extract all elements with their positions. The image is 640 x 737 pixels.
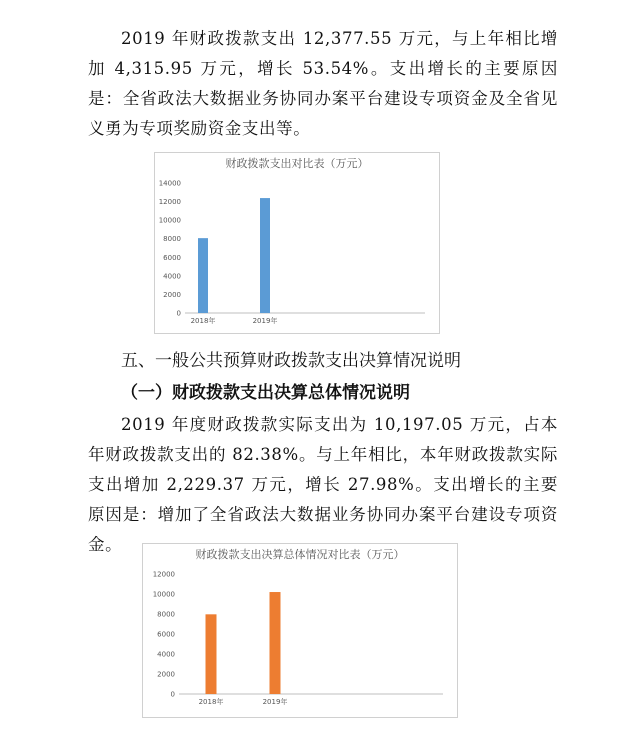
y-tick-label: 2000 <box>163 290 181 299</box>
x-tick-label: 2019年 <box>252 317 278 325</box>
bar-2018 <box>198 238 208 313</box>
y-tick-label: 4000 <box>157 650 175 659</box>
y-tick-label: 10000 <box>158 216 181 225</box>
chart-title: 财政拨款支出对比表（万元） <box>225 157 369 170</box>
chart-expenditure-comparison <box>154 152 440 334</box>
y-tick-label: 0 <box>170 690 175 699</box>
chart-final-account-comparison <box>142 543 458 718</box>
y-tick-label: 14000 <box>158 179 181 188</box>
paragraph-expenditure-summary-text: 2019 年财政拨款支出 12,377.55 万元，与上年相比增加 4,315.95 万元，增长 53.54%。支出增长的主要原因是：全省政法大数据业务协同办案平台建设专项资金及全省见义勇为专项奖励资金支出等。 <box>88 29 558 138</box>
y-tick-label: 0 <box>176 309 181 318</box>
paragraph-actual-expenditure <box>88 410 558 560</box>
x-tick-label: 2018年 <box>198 698 224 706</box>
chart-expenditure-comparison-svg <box>155 153 439 333</box>
y-tick-label: 6000 <box>163 253 181 262</box>
paragraph-actual-expenditure-text: 2019 年度财政拨款实际支出为 10,197.05 万元，占本年财政拨款支出的 82.38%。与上年相比，本年财政拨款实际支出增加 2,229.37 万元，增长 27.98%。支出增长的主要原因是：增加了全省政法大数据业务协同办案平台建设专项资金。 <box>88 415 558 554</box>
y-tick-label: 12000 <box>158 198 181 207</box>
y-tick-label: 8000 <box>163 235 181 244</box>
x-tick-label: 2018年 <box>190 317 216 325</box>
y-tick-label: 6000 <box>157 630 175 639</box>
bar-2018 <box>206 614 217 694</box>
y-tick-label: 4000 <box>163 272 181 281</box>
section-heading-5-1: （一）财政拨款支出决算总体情况说明 <box>121 383 410 403</box>
y-tick-label: 2000 <box>157 670 175 679</box>
chart-final-account-comparison-svg <box>143 544 457 717</box>
y-tick-label: 8000 <box>157 610 175 619</box>
bar-2019 <box>260 198 270 313</box>
x-tick-label: 2019年 <box>262 698 288 706</box>
y-tick-label: 12000 <box>152 570 175 579</box>
paragraph-expenditure-summary <box>88 24 558 144</box>
bar-2019 <box>270 592 281 694</box>
chart-title: 财政拨款支出决算总体情况对比表（万元） <box>195 548 405 561</box>
y-tick-label: 10000 <box>152 590 175 599</box>
section-heading-5: 五、一般公共预算财政拨款支出决算情况说明 <box>121 351 461 371</box>
